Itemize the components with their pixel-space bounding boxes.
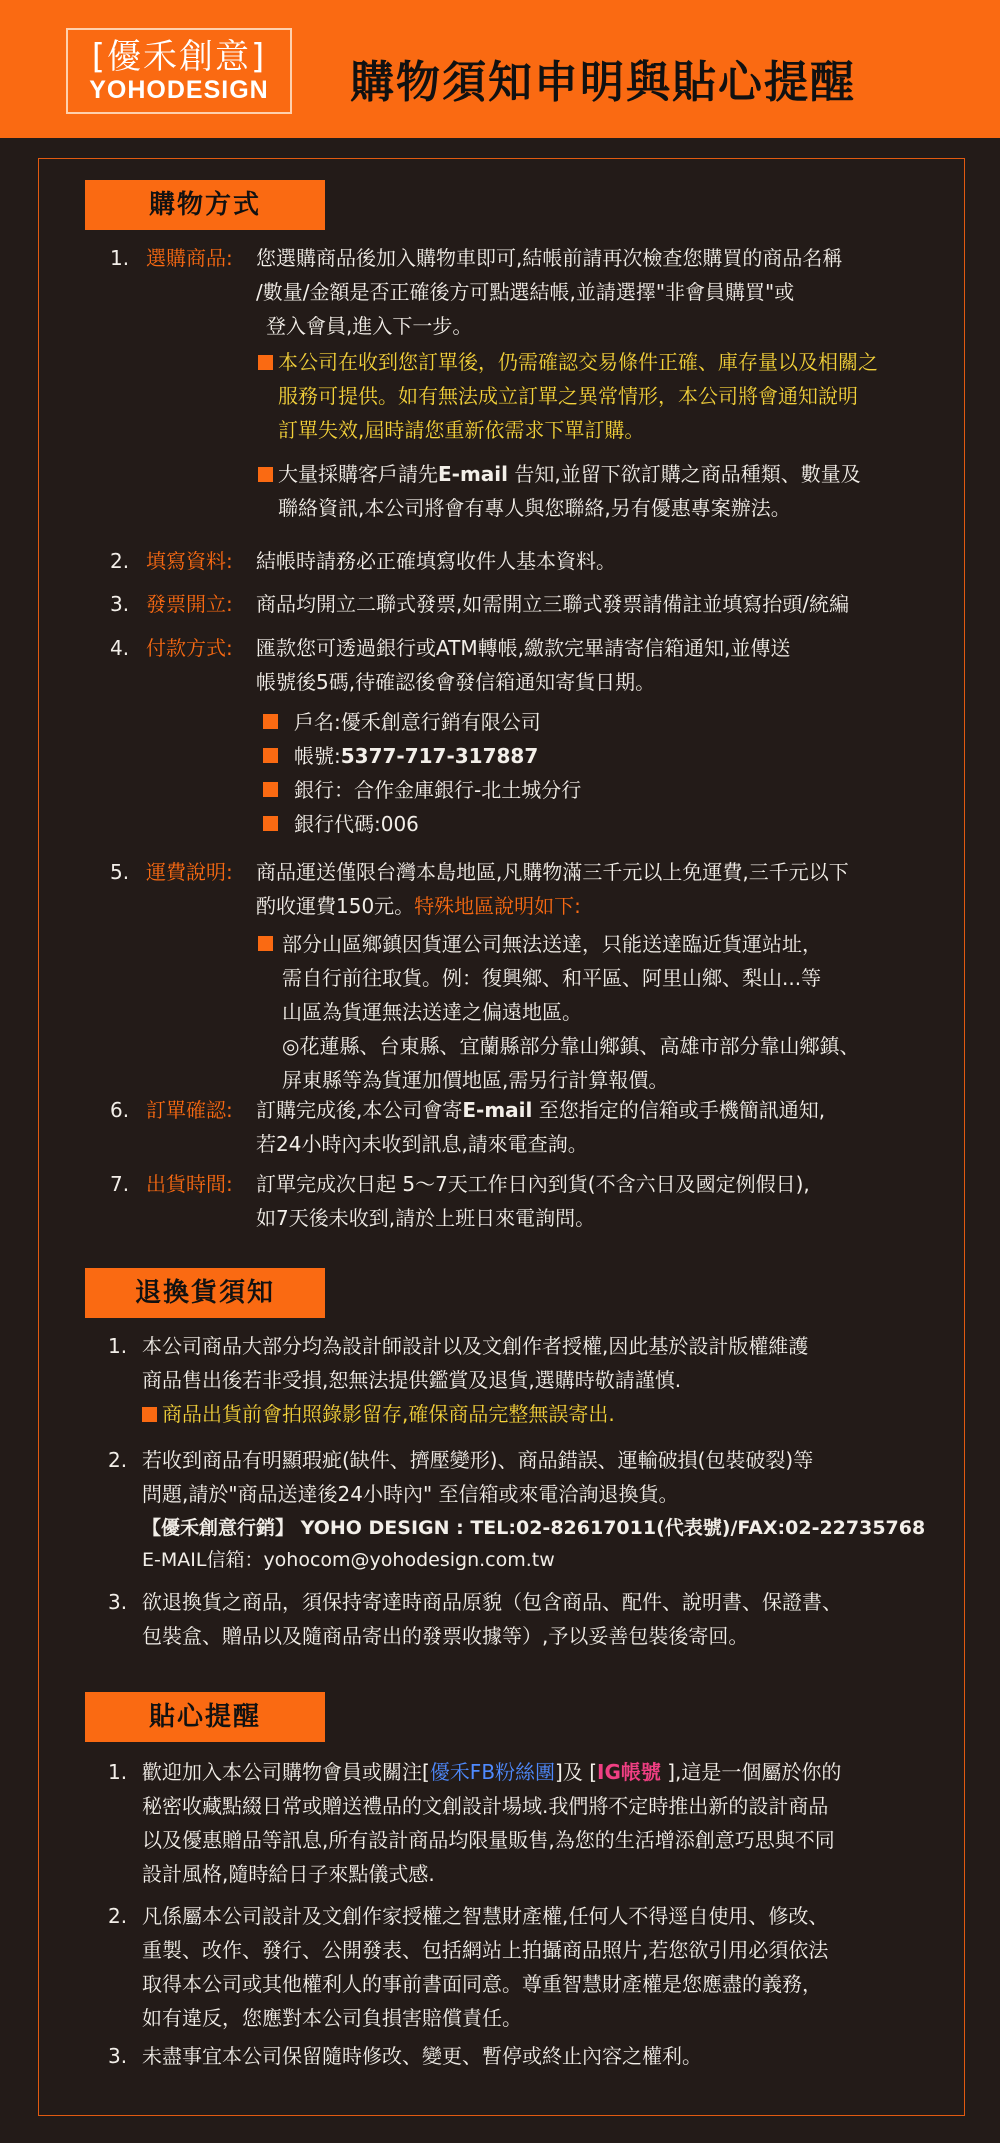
remote-area-note: 山區為貨運無法送達之偏遠地區。 (282, 1000, 582, 1024)
item-text: 以及優惠贈品等訊息,所有設計商品均限量販售,為您的生活增添創意巧思與不同 (142, 1828, 835, 1852)
item-text: 重製、改作、發行、公開發表、包括網站上拍攝商品照片,若您欲引用必須依法 (142, 1938, 829, 1962)
fb-fanpage-link[interactable]: 優禾FB粉絲團 (429, 1760, 556, 1784)
logo-chinese: [優禾創意] (91, 37, 267, 77)
bullet-square-icon (263, 782, 278, 797)
item-text: 取得本公司或其他權利人的事前書面同意。尊重智慧財產權是您應盡的義務， (142, 1972, 822, 1996)
item-text: 結帳時請務必正確填寫收件人基本資料。 (256, 549, 616, 573)
bulk-note: 大量採購客戶請先E-mail 告知,並留下欲訂購之商品種類、數量及 (258, 458, 861, 490)
item-number: 5. (110, 860, 130, 884)
item-label-select: 選購商品: (146, 246, 233, 270)
item-number: 2. (108, 1904, 128, 1928)
remote-area-note: 需自行前往取貨。例：復興鄉、和平區、阿里山鄉、梨山...等 (282, 966, 822, 990)
shipping-record-note: 商品出貨前會拍照錄影留存,確保商品完整無誤寄出. (142, 1398, 615, 1430)
ig-account-link[interactable]: IG帳號 (597, 1760, 661, 1784)
item-text: 凡係屬本公司設計及文創作家授權之智慧財產權,任何人不得逕自使用、修改、 (142, 1904, 829, 1928)
remote-area-note: 屏東縣等為貨運加價地區,需另行計算報價。 (282, 1068, 669, 1092)
order-note: 服務可提供。如有無法成立訂單之異常情形，本公司將會通知說明 (278, 384, 858, 408)
item-number: 7. (110, 1172, 130, 1196)
bullet-square-icon (263, 748, 278, 763)
remote-area-note: 部分山區鄉鎮因貨運公司無法送達，只能送達臨近貨運站址， (282, 932, 822, 956)
item-text: 如7天後未收到,請於上班日來電詢問。 (256, 1206, 596, 1230)
contact-email: E-MAIL信箱：yohocom@yohodesign.com.tw (142, 1549, 555, 1571)
bullet-square-icon (142, 1407, 157, 1422)
item-number: 6. (110, 1098, 130, 1122)
section-heading-tips: 貼心提醒 (85, 1692, 325, 1742)
bullet-square-icon (258, 355, 273, 370)
item-text: 如有違反，您應對本公司負損害賠償責任。 (142, 2006, 522, 2030)
logo-english: YOHODESIGN (89, 76, 269, 104)
item-text: 歡迎加入本公司購物會員或關注[優禾FB粉絲團]及 [IG帳號 ],這是一個屬於你的 (142, 1760, 842, 1784)
bullet-square-icon (258, 467, 273, 482)
item-text: 酌收運費150元。特殊地區說明如下: (256, 894, 581, 918)
item-text: 欲退換貨之商品，須保持寄達時商品原貌（包含商品、配件、說明書、保證書、 (142, 1590, 842, 1614)
item-number: 1. (108, 1760, 128, 1784)
account-number: 帳號:5377-717-317887 (294, 744, 539, 768)
item-label-fill: 填寫資料: (146, 549, 233, 573)
item-text: 設計風格,隨時給日子來點儀式感. (142, 1862, 435, 1886)
section-heading-shopping: 購物方式 (85, 180, 325, 230)
item-text: 若收到商品有明顯瑕疵(缺件、擠壓變形)、商品錯誤、運輸破損(包裝破裂)等 (142, 1448, 814, 1472)
item-text: 登入會員,進入下一步。 (266, 314, 473, 338)
item-text: 訂購完成後,本公司會寄E-mail 至您指定的信箱或手機簡訊通知, (256, 1098, 826, 1122)
item-number: 1. (108, 1334, 128, 1358)
bullet-square-icon (258, 936, 273, 951)
item-text: 商品運送僅限台灣本島地區,凡購物滿三千元以上免運費,三千元以下 (256, 860, 849, 884)
item-text: 訂單完成次日起 5～7天工作日內到貨(不含六日及國定例假日), (256, 1172, 810, 1196)
item-number: 3. (108, 1590, 128, 1614)
item-label-delivery: 出貨時間: (146, 1172, 233, 1196)
section-heading-returns: 退換貨須知 (85, 1268, 325, 1318)
item-number: 3. (110, 592, 130, 616)
bullet-square-icon (263, 714, 278, 729)
item-number: 3. (108, 2044, 128, 2068)
item-text: 問題,請於"商品送達後24小時內" 至信箱或來電洽詢退換貨。 (142, 1482, 679, 1506)
header-banner (0, 0, 1000, 138)
item-text: 本公司商品大部分均為設計師設計以及文創作者授權,因此基於設計版權維護 (142, 1334, 809, 1358)
item-text: 商品售出後若非受損,恕無法提供鑑賞及退貨,選購時敬請謹慎. (142, 1368, 682, 1392)
bank-code: 銀行代碼:006 (294, 812, 419, 836)
page-title: 購物須知申明與貼心提醒 (350, 57, 856, 108)
item-text: 帳號後5碼,待確認後會發信箱通知寄貨日期。 (256, 670, 656, 694)
item-label-payment: 付款方式: (146, 636, 233, 660)
item-label-confirm: 訂單確認: (146, 1098, 233, 1122)
bulk-note: 聯絡資訊,本公司將會有專人與您聯絡,另有優惠專案辦法。 (278, 496, 791, 520)
order-note: 訂單失效,屆時請您重新依需求下單訂購。 (278, 418, 645, 442)
item-text: 秘密收藏點綴日常或贈送禮品的文創設計場域.我們將不定時推出新的設計商品 (142, 1794, 829, 1818)
item-number: 2. (108, 1448, 128, 1472)
bank-name: 銀行：合作金庫銀行-北土城分行 (294, 778, 582, 802)
item-text: 商品均開立二聯式發票,如需開立三聯式發票請備註並填寫抬頭/統編 (256, 592, 850, 616)
item-text: 包裝盒、贈品以及隨商品寄出的發票收據等）,予以妥善包裝後寄回。 (142, 1624, 749, 1648)
item-number: 4. (110, 636, 130, 660)
item-number: 2. (110, 549, 130, 573)
item-text: 匯款您可透過銀行或ATM轉帳,繳款完畢請寄信箱通知,並傳送 (256, 636, 791, 660)
item-label-shipping: 運費說明: (146, 860, 233, 884)
order-note: 本公司在收到您訂單後，仍需確認交易條件正確、庫存量以及相關之 (258, 346, 878, 378)
bullet-square-icon (263, 816, 278, 831)
item-text: 您選購商品後加入購物車即可,結帳前請再次檢查您購買的商品名稱 (256, 246, 843, 270)
item-text: 若24小時內未收到訊息,請來電查詢。 (256, 1132, 588, 1156)
item-number: 1. (110, 246, 130, 270)
brand-logo (66, 28, 292, 114)
item-text: /數量/金額是否正確後方可點選結帳,並請選擇"非會員購買"或 (256, 280, 795, 304)
item-text: 未盡事宜本公司保留隨時修改、變更、暫停或終止內容之權利。 (142, 2044, 702, 2068)
item-label-invoice: 發票開立: (146, 592, 233, 616)
remote-area-note: ◎花蓮縣、台東縣、宜蘭縣部分靠山鄉鎮、高雄市部分靠山鄉鎮、 (282, 1034, 860, 1058)
account-name: 戶名:優禾創意行銷有限公司 (294, 710, 541, 734)
contact-info: 【優禾創意行銷】 YOHO DESIGN : TEL:02-82617011(代表號)/FAX:02-22735768 (142, 1517, 926, 1539)
